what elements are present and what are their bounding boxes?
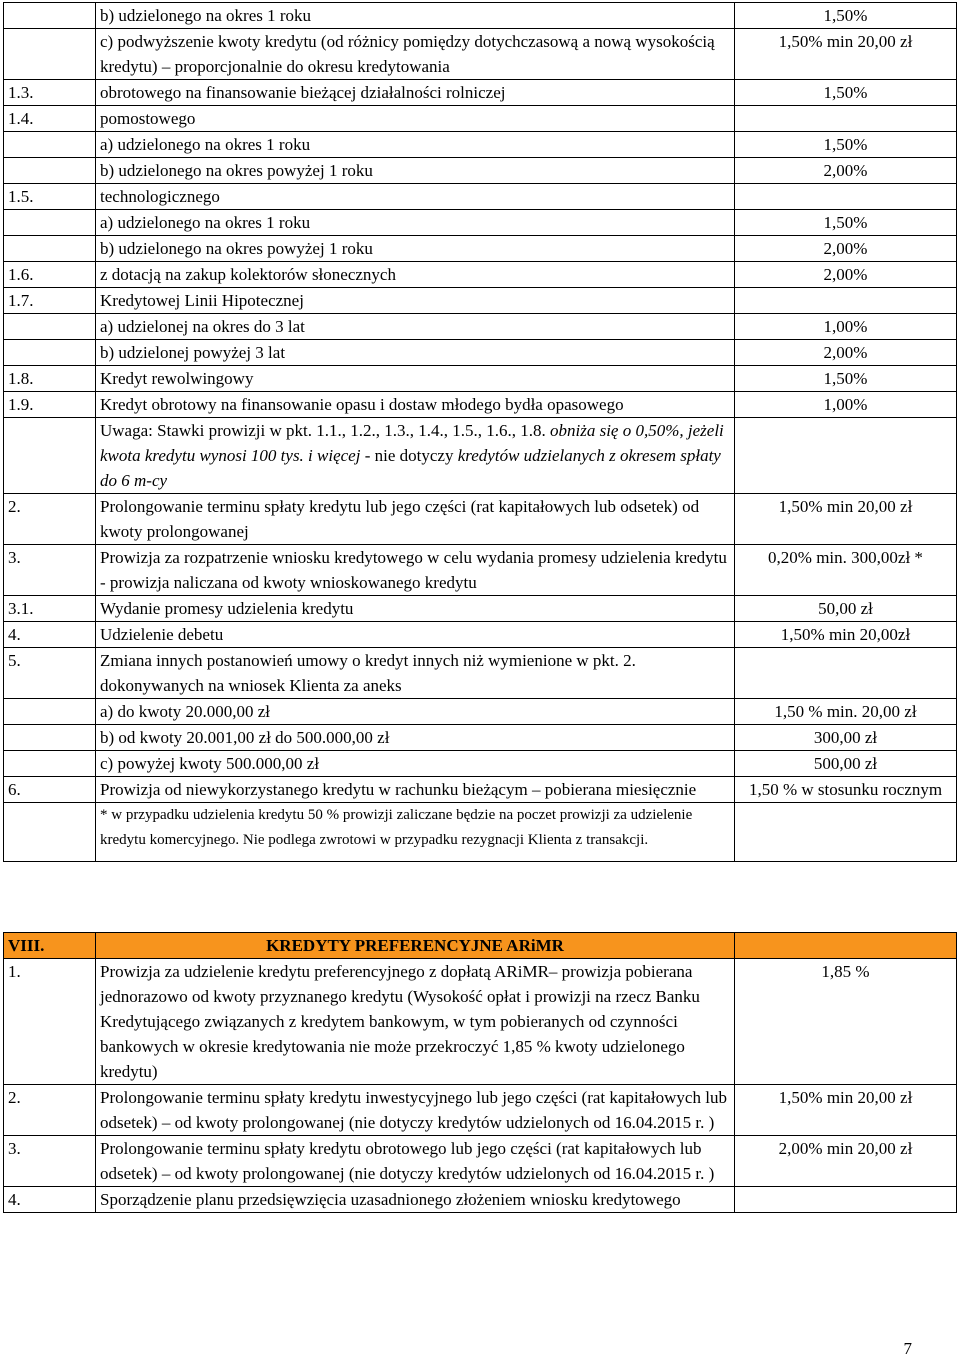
table-row <box>4 1136 957 1187</box>
table-row <box>4 392 957 418</box>
row-description: b) udzielonej powyżej 3 lat <box>96 340 735 366</box>
row-value: 0,20% min. 300,00zł * <box>735 545 957 596</box>
row-number: 4. <box>4 1187 96 1213</box>
table-row <box>4 106 957 132</box>
row-description: pomostowego <box>96 106 735 132</box>
table-row <box>4 1085 957 1136</box>
row-value: 1,00% <box>735 314 957 340</box>
row-number: 1.4. <box>4 106 96 132</box>
row-description: a) udzielonej na okres do 3 lat <box>96 314 735 340</box>
row-number: 3.1. <box>4 596 96 622</box>
row-number: 1.9. <box>4 392 96 418</box>
table-row <box>4 622 957 648</box>
table-row <box>4 340 957 366</box>
row-value: 500,00 zł <box>735 751 957 777</box>
table-row <box>4 366 957 392</box>
table-row <box>4 777 957 803</box>
row-description: c) powyżej kwoty 500.000,00 zł <box>96 751 735 777</box>
row-description: b) udzielonego na okres powyżej 1 roku <box>96 158 735 184</box>
row-description: Kredytowej Linii Hipotecznej <box>96 288 735 314</box>
row-value: 1,85 % <box>735 959 957 1085</box>
fee-table <box>3 2 957 862</box>
row-number <box>4 699 96 725</box>
row-description: Sporządzenie planu przedsięwzięcia uzasadnionego złożeniem wniosku kredytowego <box>96 1187 735 1213</box>
row-description: b) udzielonego na okres powyżej 1 roku <box>96 236 735 262</box>
note-text: Uwaga: Stawki prowizji w pkt. 1.1., 1.2., 1.3., 1.4., 1.5., 1.6., 1.8. obniża się o 0,50%, jeżeli kwota kredytu wynosi 100 tys. i więcej - nie dotyczy kredytów udzielanych z okresem spłaty do 6 m-cy <box>96 418 735 494</box>
table-row <box>4 959 957 1085</box>
row-value: 50,00 zł <box>735 596 957 622</box>
row-value <box>735 1187 957 1213</box>
table-row <box>4 132 957 158</box>
row-description: c) podwyższenie kwoty kredytu (od różnicy pomiędzy dotychczasową a nową wysokością kredytu) – proporcjonalnie do okresu kredytowania <box>96 29 735 80</box>
table-row <box>4 210 957 236</box>
footnote-text: * w przypadku udzielenia kredytu 50 % prowizji zaliczane będzie na poczet prowizji za udzielenie kredytu komercyjnego. Nie podlega zwrotowi w przypadku rezygnacji Klienta z transakcji. <box>96 803 735 862</box>
table-row <box>4 648 957 699</box>
row-number: 2. <box>4 494 96 545</box>
row-value: 2,00% <box>735 262 957 288</box>
table-row <box>4 699 957 725</box>
row-value <box>735 184 957 210</box>
table-row <box>4 596 957 622</box>
arimr-table <box>3 932 957 1213</box>
row-value: 1,50% <box>735 366 957 392</box>
row-description: z dotacją na zakup kolektorów słonecznych <box>96 262 735 288</box>
row-number: 1.7. <box>4 288 96 314</box>
row-value <box>735 288 957 314</box>
row-description: obrotowego na finansowanie bieżącej działalności rolniczej <box>96 80 735 106</box>
row-description: b) udzielonego na okres 1 roku <box>96 3 735 29</box>
table-row <box>4 236 957 262</box>
section-number: VIII. <box>4 933 96 959</box>
section-header <box>4 933 957 959</box>
row-number <box>4 314 96 340</box>
row-value: 1,50% <box>735 80 957 106</box>
table-row <box>4 29 957 80</box>
row-description: Prowizja za udzielenie kredytu preferencyjnego z dopłatą ARiMR– prowizja pobierana jednorazowo od kwoty przyznanego kredytu (Wysokość opłat i prowizji na rzecz Banku Kredytującego związanych z kredytem bankowym, w tym pobieranych od czynności bankowych w okresie kredytowania nie może przekroczyć 1,85 % kwoty udzielonego kredytu) <box>96 959 735 1085</box>
row-number: 1.3. <box>4 80 96 106</box>
row-value: 1,50 % min. 20,00 zł <box>735 699 957 725</box>
row-description: Prolongowanie terminu spłaty kredytu lub jego części (rat kapitałowych lub odsetek) od kwoty prolongowanej <box>96 494 735 545</box>
row-description: technologicznego <box>96 184 735 210</box>
row-value: 1,00% <box>735 392 957 418</box>
row-number: 1.8. <box>4 366 96 392</box>
table-row <box>4 1187 957 1213</box>
page-number: 7 <box>903 1339 912 1358</box>
row-value <box>735 648 957 699</box>
table-row <box>4 725 957 751</box>
section-title: KREDYTY PREFERENCYJNE ARiMR <box>96 933 735 959</box>
row-description: Prowizja za rozpatrzenie wniosku kredytowego w celu wydania promesy udzielenia kredytu - prowizja naliczana od kwoty wnioskowanego kredytu <box>96 545 735 596</box>
row-value: 1,50% min 20,00 zł <box>735 494 957 545</box>
table-row <box>4 545 957 596</box>
row-description: Prolongowanie terminu spłaty kredytu obrotowego lub jego części (rat kapitałowych lub odsetek) – od kwoty prolongowanej (nie dotyczy kredytów udzielonych od 16.04.2015 r. ) <box>96 1136 735 1187</box>
row-number <box>4 210 96 236</box>
row-value: 1,50% <box>735 132 957 158</box>
row-description: Prolongowanie terminu spłaty kredytu inwestycyjnego lub jego części (rat kapitałowych lub odsetek) – od kwoty prolongowanej (nie dotyczy kredytów udzielonych od 16.04.2015 r. ) <box>96 1085 735 1136</box>
row-description: a) udzielonego na okres 1 roku <box>96 210 735 236</box>
row-description: Zmiana innych postanowień umowy o kredyt innych niż wymienione w pkt. 2. dokonywanych na wniosek Klienta za aneks <box>96 648 735 699</box>
row-description: Kredyt obrotowy na finansowanie opasu i dostaw młodego bydła opasowego <box>96 392 735 418</box>
row-number: 6. <box>4 777 96 803</box>
row-value: 1,50% min 20,00 zł <box>735 1085 957 1136</box>
row-value: 2,00% min 20,00 zł <box>735 1136 957 1187</box>
row-number: 1. <box>4 959 96 1085</box>
row-description: Wydanie promesy udzielenia kredytu <box>96 596 735 622</box>
note-row <box>4 418 957 494</box>
row-number: 3. <box>4 1136 96 1187</box>
row-number <box>4 3 96 29</box>
row-number <box>4 132 96 158</box>
row-description: Kredyt rewolwingowy <box>96 366 735 392</box>
row-value: 1,50% <box>735 3 957 29</box>
table-row <box>4 262 957 288</box>
table-row <box>4 184 957 210</box>
row-value <box>735 106 957 132</box>
row-value: 1,50% <box>735 210 957 236</box>
table-row <box>4 80 957 106</box>
row-number <box>4 340 96 366</box>
row-description: Prowizja od niewykorzystanego kredytu w rachunku bieżącym – pobierana miesięcznie <box>96 777 735 803</box>
table-row <box>4 494 957 545</box>
row-value: 300,00 zł <box>735 725 957 751</box>
row-number: 1.6. <box>4 262 96 288</box>
row-number <box>4 158 96 184</box>
row-number: 2. <box>4 1085 96 1136</box>
row-value: 1,50% min 20,00zł <box>735 622 957 648</box>
row-description: a) udzielonego na okres 1 roku <box>96 132 735 158</box>
row-number <box>4 725 96 751</box>
table-row <box>4 751 957 777</box>
row-description: a) do kwoty 20.000,00 zł <box>96 699 735 725</box>
row-number <box>4 751 96 777</box>
row-value: 1,50% min 20,00 zł <box>735 29 957 80</box>
row-value: 2,00% <box>735 236 957 262</box>
row-number: 5. <box>4 648 96 699</box>
row-value: 2,00% <box>735 340 957 366</box>
row-description: Udzielenie debetu <box>96 622 735 648</box>
row-value: 1,50 % w stosunku rocznym <box>735 777 957 803</box>
table-row <box>4 158 957 184</box>
row-number <box>4 236 96 262</box>
table-row <box>4 3 957 29</box>
footnote-row <box>4 803 957 862</box>
row-number: 4. <box>4 622 96 648</box>
table-row <box>4 288 957 314</box>
row-description: b) od kwoty 20.001,00 zł do 500.000,00 zł <box>96 725 735 751</box>
row-number: 1.5. <box>4 184 96 210</box>
table-row <box>4 314 957 340</box>
row-number: 3. <box>4 545 96 596</box>
row-value: 2,00% <box>735 158 957 184</box>
row-number <box>4 29 96 80</box>
